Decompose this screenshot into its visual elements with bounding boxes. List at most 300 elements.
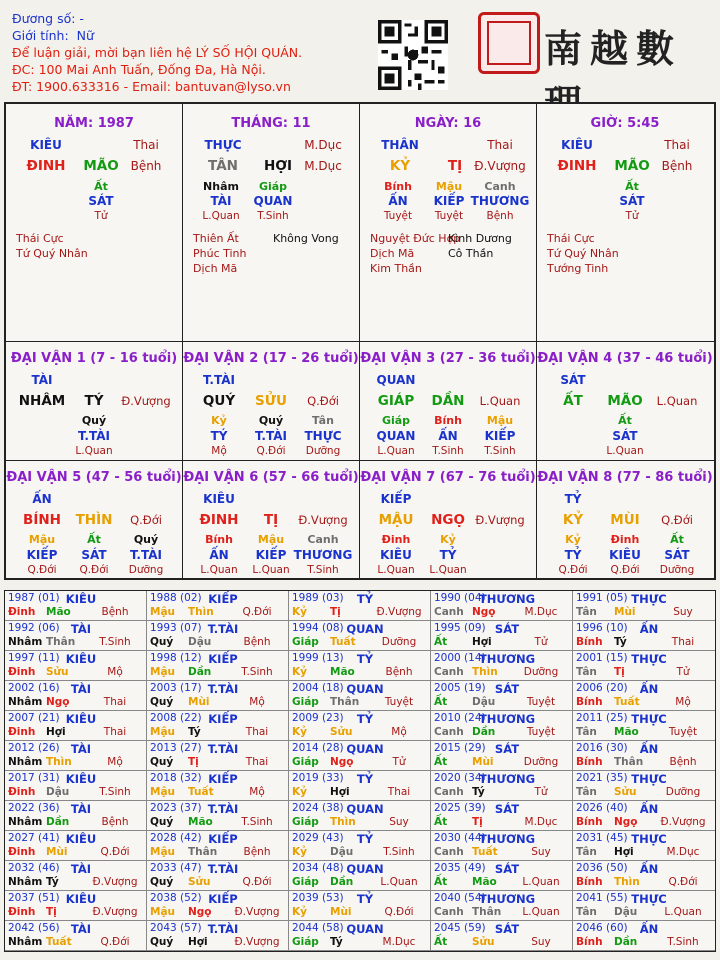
year-stem: Kỷ xyxy=(292,786,307,798)
year-ten-god: TÀI xyxy=(70,802,92,816)
year-label: 1987 (01) xyxy=(8,592,60,604)
year-ten-god: ẤN xyxy=(639,862,659,876)
year-cell xyxy=(431,891,573,921)
heavenly-stem: ĐINH xyxy=(557,158,597,174)
year-cell xyxy=(431,741,573,771)
year-branch: Dậu xyxy=(330,846,354,858)
year-stem: Tân xyxy=(576,666,597,678)
year-cell xyxy=(147,831,289,861)
year-branch: Thìn xyxy=(188,606,214,618)
year-label: 2006 (20) xyxy=(576,682,628,694)
year-stem: Tân xyxy=(576,786,597,798)
year-stage: Suy xyxy=(389,816,409,828)
year-branch: Tị xyxy=(188,756,199,768)
red-seal-icon xyxy=(478,12,540,74)
ten-god-can: KIÊU xyxy=(561,138,593,152)
year-ten-god: KIẾP xyxy=(208,772,238,786)
year-label: 1997 (11) xyxy=(8,652,60,664)
year-stem: Giáp xyxy=(292,876,319,888)
year-label: 1995 (09) xyxy=(434,622,486,634)
year-label: 2025 (39) xyxy=(434,802,486,814)
year-stage: Mộ xyxy=(675,696,691,708)
year-cell xyxy=(431,861,573,891)
pillar-cell xyxy=(183,104,360,342)
hidden-stage: L.Quan xyxy=(429,564,467,576)
spirit-star: Thiên Ất xyxy=(193,232,239,245)
year-stage: Đ.Vượng xyxy=(234,936,280,948)
year-stem: Canh xyxy=(434,906,464,918)
hidden-ten-god: TÀI xyxy=(210,194,232,208)
hidden-ten-god: T.TÀI xyxy=(130,548,162,562)
year-stem: Bính xyxy=(576,936,603,948)
year-branch: Hợi xyxy=(188,936,208,948)
hidden-ten-god: ẤN xyxy=(209,548,229,562)
year-cell xyxy=(289,681,431,711)
year-branch: Tị xyxy=(472,816,483,828)
year-stem: Kỷ xyxy=(292,606,307,618)
dai-van-stage: Q.Đới xyxy=(130,513,162,527)
ten-god-can: KIÊU xyxy=(30,138,62,152)
nam-viet-so-ly-logo xyxy=(478,12,708,74)
year-branch: Mùi xyxy=(330,906,352,918)
dai-van-stage: L.Quan xyxy=(656,394,698,408)
spirit-star: Dịch Mã xyxy=(193,262,238,275)
year-stage: T.Sinh xyxy=(667,936,699,948)
year-cell xyxy=(431,621,573,651)
year-ten-god: TỶ xyxy=(356,652,374,666)
year-cell xyxy=(147,921,289,951)
hidden-ten-god: ẤN xyxy=(388,194,408,208)
hidden-stem: Canh xyxy=(307,533,339,546)
dai-van-branch: MÙI xyxy=(610,512,640,528)
year-label: 2016 (30) xyxy=(576,742,628,754)
year-branch: Sửu xyxy=(330,726,353,738)
dai-van-branch: MÃO xyxy=(607,393,643,409)
year-cell xyxy=(5,861,147,891)
hidden-stem: Ất xyxy=(618,414,632,427)
pillar-cell xyxy=(360,104,537,342)
year-stage: Thai xyxy=(245,756,269,768)
year-stage: Thai xyxy=(387,786,411,798)
year-branch: Dần xyxy=(188,666,212,678)
year-stem: Ất xyxy=(434,756,448,768)
year-cell xyxy=(573,651,715,681)
year-stem: Nhâm xyxy=(8,696,43,708)
year-stem: Ất xyxy=(434,636,448,648)
dai-van-title: ĐẠI VẬN 1 (7 - 16 tuổi) xyxy=(10,351,178,366)
dai-van-stage: Q.Đới xyxy=(307,394,339,408)
year-stem: Bính xyxy=(576,816,603,828)
year-branch: Hợi xyxy=(330,786,350,798)
year-branch: Ngọ xyxy=(46,696,70,708)
year-stage: Thai xyxy=(245,726,269,738)
year-stage: Tuyệt xyxy=(384,696,414,708)
year-cell xyxy=(147,651,289,681)
year-branch: Ngọ xyxy=(330,756,354,768)
hidden-stage: L.Quan xyxy=(606,445,644,457)
year-label: 2035 (49) xyxy=(434,862,486,874)
year-label: 1990 (04) xyxy=(434,592,486,604)
qr-code-icon xyxy=(378,20,448,90)
year-label: 1989 (03) xyxy=(292,592,344,604)
spirit-star: Tứ Quý Nhân xyxy=(16,247,88,260)
year-cell xyxy=(431,771,573,801)
year-label: 2015 (29) xyxy=(434,742,486,754)
dai-van-ten-god: SÁT xyxy=(560,373,586,387)
year-branch: Tý xyxy=(330,936,343,948)
dai-van-stage: Đ.Vượng xyxy=(475,513,525,527)
year-stage: Mộ xyxy=(391,726,407,738)
pillar-title: THÁNG: 11 xyxy=(231,116,311,131)
year-label: 2012 (26) xyxy=(8,742,60,754)
earthly-branch: HỢI xyxy=(263,158,293,174)
year-cell xyxy=(289,651,431,681)
year-cell xyxy=(289,771,431,801)
year-ten-god: ẤN xyxy=(639,922,659,936)
year-branch: Mão xyxy=(472,876,497,888)
year-branch: Tuất xyxy=(188,786,214,798)
hidden-stem: Tân xyxy=(312,414,334,427)
year-ten-god: TÀI xyxy=(70,682,92,696)
spirit-star: Kim Thần xyxy=(370,262,422,275)
year-stem: Quý xyxy=(150,636,174,648)
year-cell xyxy=(573,741,715,771)
dai-van-stem: ẤT xyxy=(563,393,583,409)
heavenly-stem: TÂN xyxy=(208,158,238,174)
hidden-ten-god: TỶ xyxy=(439,548,457,562)
year-stage: Q.Đới xyxy=(100,846,130,858)
hidden-stem: Bính xyxy=(205,533,233,546)
dai-van-ten-god: T.TÀI xyxy=(203,373,235,387)
year-stage: Tử xyxy=(534,786,548,798)
year-cell xyxy=(431,591,573,621)
year-stage: L.Quan xyxy=(664,906,702,918)
year-stage: Q.Đới xyxy=(100,936,130,948)
hidden-stem: Đinh xyxy=(381,533,411,546)
year-stem: Mậu xyxy=(150,606,176,618)
year-ten-god: TỶ xyxy=(356,832,374,846)
year-stem: Bính xyxy=(576,696,603,708)
year-stage: L.Quan xyxy=(522,876,560,888)
year-branch: Sửu xyxy=(188,876,211,888)
year-branch: Tuất xyxy=(614,696,640,708)
dai-van-branch: NGỌ xyxy=(431,512,465,528)
year-stem: Quý xyxy=(150,936,174,948)
year-ten-god: T.TÀI xyxy=(207,862,239,876)
earthly-branch: MÃO xyxy=(614,158,650,174)
year-branch: Tý xyxy=(472,786,485,798)
year-cell xyxy=(147,741,289,771)
dai-van-stem: NHÂM xyxy=(18,393,66,409)
year-branch: Mão xyxy=(330,666,355,678)
dai-van-cell xyxy=(183,342,360,461)
year-branch: Tý xyxy=(614,636,627,648)
dai-van-cell xyxy=(360,342,537,461)
hidden-ten-god: QUAN xyxy=(253,194,293,208)
year-ten-god: THỰC xyxy=(631,592,667,606)
year-stem: Đinh xyxy=(8,846,36,858)
year-branch: Dần xyxy=(472,726,496,738)
hidden-stage: Q.Đới xyxy=(256,445,286,457)
hidden-stem: Đinh xyxy=(610,533,640,546)
hidden-ten-god: T.TÀI xyxy=(78,429,110,443)
year-stem: Mậu xyxy=(150,906,176,918)
year-label: 1994 (08) xyxy=(292,622,344,634)
year-cell xyxy=(5,711,147,741)
year-stem: Nhâm xyxy=(8,876,43,888)
dai-van-ten-god: QUAN xyxy=(376,373,416,387)
year-ten-god: THƯƠNG xyxy=(478,832,536,846)
year-ten-god: KIẾP xyxy=(208,592,238,606)
hidden-ten-god: ẤN xyxy=(438,429,458,443)
year-branch: Tý xyxy=(46,876,59,888)
hidden-ten-god: TÝ xyxy=(210,429,228,443)
year-cell xyxy=(5,831,147,861)
year-stage: M.Dục xyxy=(382,936,416,948)
dai-van-title: ĐẠI VẬN 5 (47 - 56 tuổi) xyxy=(6,470,182,485)
year-stage: Dưỡng xyxy=(381,636,417,648)
year-branch: Mùi xyxy=(614,606,636,618)
spirit-star: Tướng Tinh xyxy=(547,262,609,275)
year-stage: Thai xyxy=(103,696,127,708)
year-ten-god: QUAN xyxy=(346,922,384,936)
year-branch: Thân xyxy=(188,846,218,858)
year-ten-god: SÁT xyxy=(494,682,520,696)
year-stage: Mộ xyxy=(107,756,123,768)
year-stem: Ất xyxy=(434,936,448,948)
dai-van-stage: L.Quan xyxy=(479,394,521,408)
year-cell xyxy=(573,861,715,891)
year-ten-god: TỶ xyxy=(356,592,374,606)
dai-van-cell xyxy=(6,461,183,579)
dai-van-stage: Q.Đới xyxy=(661,513,693,527)
bazi-chart-grid xyxy=(4,102,716,580)
year-stem: Tân xyxy=(576,906,597,918)
year-label: 2033 (47) xyxy=(150,862,202,874)
year-cell xyxy=(147,891,289,921)
year-ten-god: THƯƠNG xyxy=(478,592,536,606)
year-ten-god: THỰC xyxy=(631,772,667,786)
dai-van-stem: MẬU xyxy=(378,512,414,528)
year-ten-god: KIÊU xyxy=(65,592,97,606)
year-branch: Tị xyxy=(330,606,341,618)
year-label: 2008 (22) xyxy=(150,712,202,724)
year-stem: Quý xyxy=(150,816,174,828)
dai-van-title: ĐẠI VẬN 6 (57 - 66 tuổi) xyxy=(183,470,359,485)
year-branch: Tý xyxy=(188,726,201,738)
year-branch: Hợi xyxy=(472,636,492,648)
hidden-stage: Q.Đới xyxy=(27,564,57,576)
spirit-star: Cô Thần xyxy=(448,247,494,260)
dai-van-branch: SỬU xyxy=(255,393,287,409)
spirit-star: Dịch Mã xyxy=(370,247,415,260)
contact-line: Để luận giải, mời bạn liên hệ LÝ SỐ HỘI QUÁN. xyxy=(12,45,303,60)
hidden-stem: Ất xyxy=(94,180,108,193)
hidden-stem: Canh xyxy=(484,180,516,193)
year-label: 2001 (15) xyxy=(576,652,628,664)
year-cell xyxy=(573,831,715,861)
year-stage: L.Quan xyxy=(380,876,418,888)
dai-van-cell xyxy=(537,461,716,579)
spirit-star: Nguyệt Đức Hợp xyxy=(370,232,461,245)
year-stage: Q.Đới xyxy=(384,906,414,918)
year-ten-god: THỰC xyxy=(631,832,667,846)
year-label: 2007 (21) xyxy=(8,712,60,724)
year-stage: Suy xyxy=(531,846,551,858)
year-branch: Hợi xyxy=(46,726,66,738)
year-ten-god: THỰC xyxy=(631,652,667,666)
stage-can: Thai xyxy=(664,138,690,152)
year-stem: Canh xyxy=(434,846,464,858)
year-label: 2022 (36) xyxy=(8,802,60,814)
hidden-stem: Mậu xyxy=(257,533,285,546)
year-stem: Giáp xyxy=(292,936,319,948)
year-ten-god: TÀI xyxy=(70,922,92,936)
spirit-star: Tứ Quý Nhân xyxy=(547,247,619,260)
year-branch: Tị xyxy=(46,906,57,918)
hidden-stage: L.Quan xyxy=(377,564,415,576)
hidden-stem: Bính xyxy=(384,180,412,193)
year-stem: Giáp xyxy=(292,696,319,708)
year-label: 2000 (14) xyxy=(434,652,486,664)
year-stage: T.Sinh xyxy=(241,816,273,828)
spirit-star: Phúc Tinh xyxy=(193,247,247,260)
year-label: 2031 (45) xyxy=(576,832,628,844)
year-label: 2009 (23) xyxy=(292,712,344,724)
year-stage: Q.Đới xyxy=(668,876,698,888)
year-stem: Nhâm xyxy=(8,816,43,828)
year-stem: Tân xyxy=(576,846,597,858)
year-branch: Hợi xyxy=(614,846,634,858)
year-label: 2026 (40) xyxy=(576,802,628,814)
hidden-stage: T.Sinh xyxy=(484,445,516,457)
year-stage: T.Sinh xyxy=(241,666,273,678)
year-label: 2034 (48) xyxy=(292,862,344,874)
dai-van-stem: KỶ xyxy=(562,512,584,528)
owner-info xyxy=(12,10,302,95)
hidden-ten-god: KIẾP xyxy=(433,194,465,208)
dai-van-branch: THÌN xyxy=(75,512,113,528)
year-stage: M.Dục xyxy=(666,846,700,858)
year-cell xyxy=(147,771,289,801)
heavenly-stem: KỶ xyxy=(389,158,411,174)
hidden-stage: Dưỡng xyxy=(128,564,164,576)
year-branch: Sửu xyxy=(614,786,637,798)
year-stage: Đ.Vượng xyxy=(376,606,422,618)
year-stage: Thai xyxy=(671,636,695,648)
dai-van-branch: DẦN xyxy=(431,393,465,409)
year-ten-god: THƯƠNG xyxy=(478,892,536,906)
year-cell xyxy=(431,921,573,951)
year-branch: Dần xyxy=(330,876,354,888)
year-stem: Quý xyxy=(150,876,174,888)
year-ten-god: TÀI xyxy=(70,622,92,636)
year-stage: Mộ xyxy=(249,786,265,798)
hidden-stage: Dưỡng xyxy=(659,564,695,576)
year-label: 2039 (53) xyxy=(292,892,344,904)
address-line: ĐC: 100 Mai Anh Tuấn, Đống Đa, Hà Nội. xyxy=(12,62,266,77)
year-label: 2046 (60) xyxy=(576,922,628,934)
year-ten-god: T.TÀI xyxy=(207,742,239,756)
year-label: 2043 (57) xyxy=(150,922,202,934)
hidden-stage: Tử xyxy=(94,210,108,222)
year-branch: Dậu xyxy=(46,786,70,798)
hidden-stage: T.Sinh xyxy=(257,210,289,222)
year-label: 2041 (55) xyxy=(576,892,628,904)
hidden-stem: Quý xyxy=(81,414,107,427)
dai-van-cell xyxy=(183,461,360,579)
year-stem: Đinh xyxy=(8,906,36,918)
year-label: 2036 (50) xyxy=(576,862,628,874)
hidden-stage: L.Quan xyxy=(75,445,113,457)
hidden-stage: L.Quan xyxy=(252,564,290,576)
year-stem: Kỷ xyxy=(292,666,307,678)
year-ten-god: KIẾP xyxy=(208,712,238,726)
year-ten-god: ẤN xyxy=(639,622,659,636)
year-branch: Tuất xyxy=(472,846,498,858)
chart-header xyxy=(0,0,720,100)
year-stem: Kỷ xyxy=(292,846,307,858)
hidden-ten-god: SÁT xyxy=(619,194,645,208)
year-ten-god: SÁT xyxy=(494,742,520,756)
year-label: 2011 (25) xyxy=(576,712,628,724)
spirit-star: Kình Dương xyxy=(448,232,512,245)
hidden-ten-god: SÁT xyxy=(88,194,114,208)
year-ten-god: ẤN xyxy=(639,682,659,696)
year-branch: Dậu xyxy=(614,906,638,918)
year-label: 2013 (27) xyxy=(150,742,202,754)
year-ten-god: KIẾP xyxy=(208,892,238,906)
hidden-stage: L.Quan xyxy=(202,210,240,222)
hidden-ten-god: KIÊU xyxy=(380,548,412,562)
dai-van-ten-god: TÀI xyxy=(31,373,53,387)
dai-van-stem: QUÝ xyxy=(202,393,236,409)
year-stem: Bính xyxy=(576,636,603,648)
year-stem: Nhâm xyxy=(8,636,43,648)
year-label: 2010 (24) xyxy=(434,712,486,724)
ten-god-can: THỰC xyxy=(204,138,242,152)
year-stem: Canh xyxy=(434,666,464,678)
gender-line xyxy=(12,27,302,44)
year-branch: Mão xyxy=(46,606,71,618)
hidden-ten-god: SÁT xyxy=(664,548,690,562)
year-label: 1992 (06) xyxy=(8,622,60,634)
heavenly-stem: ĐINH xyxy=(26,158,66,174)
dai-van-stem: BÍNH xyxy=(23,512,61,528)
year-stage: Tử xyxy=(534,636,548,648)
year-label: 1988 (02) xyxy=(150,592,202,604)
dai-van-cell xyxy=(360,461,537,579)
year-stem: Đinh xyxy=(8,726,36,738)
stage-chi: Đ.Vượng xyxy=(474,159,526,173)
year-branch: Ngọ xyxy=(472,606,496,618)
hidden-stem: Ất xyxy=(87,533,101,546)
hidden-ten-god: TỶ xyxy=(564,548,582,562)
year-cell xyxy=(431,801,573,831)
hidden-stem: Kỷ xyxy=(565,533,581,546)
year-label: 2002 (16) xyxy=(8,682,60,694)
hidden-stem: Quý xyxy=(133,533,159,546)
year-label: 2044 (58) xyxy=(292,922,344,934)
year-branch: Thìn xyxy=(330,816,356,828)
year-stage: M.Dục xyxy=(524,816,558,828)
year-ten-god: SÁT xyxy=(494,922,520,936)
year-branch: Dậu xyxy=(472,696,496,708)
year-label: 2004 (18) xyxy=(292,682,344,694)
stage-chi: Bệnh xyxy=(661,159,693,173)
ten-god-can: THÂN xyxy=(381,138,419,152)
year-stage: Tuyệt xyxy=(526,726,556,738)
